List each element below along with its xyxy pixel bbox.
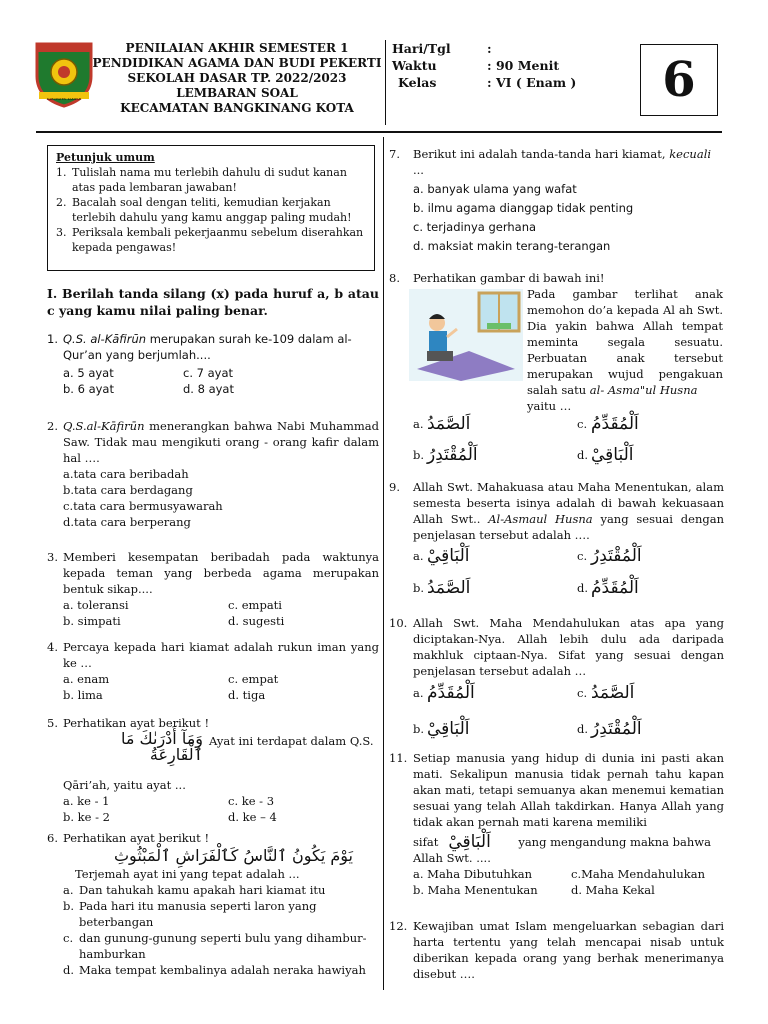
grade-box: 6 [640, 44, 718, 116]
instruction-item: 2. Bacalah soal dengan teliti, kemudian kerjakan terlebih dahulu yang kamu anggap paling mudah! [56, 196, 352, 224]
sheet-title: LEMBARAN SOAL [176, 86, 298, 100]
info-row: Waktu : 90 Menit [392, 58, 560, 73]
question-3: 3. Memberi kesempatan beribadah pada waktunya kepada teman yang berbeda agama merupakan bentuk sikap.... a. toleransi c. empati b. simpati d. sugesti [47, 550, 379, 628]
q9-options: a. اَلْبَاقِيْ c. اَلْمُقْتَدِرُ b. اَلصَّمَدُ d. اَلْمُقَدِّمُ [413, 546, 642, 598]
header-titles [92, 41, 382, 116]
question-7: 7. Berikut ini adalah tanda-tanda hari kiamat, kecuali ... a. banyak ulama yang wafat b. ilmu agama dianggap tidak penting c. terjadinya gerhana d. maksiat makin terang-terangan [389, 147, 712, 253]
column-divider [383, 137, 384, 990]
instruction-item: 1. Tulislah nama mu terlebih dahulu di sudut kanan atas pada lembaran jawaban! [56, 166, 347, 194]
instructions-box [47, 145, 375, 271]
header-divider [385, 40, 386, 125]
instructions-title: Petunjuk umum [56, 151, 155, 164]
q8-options: a. اَلصَّمَدُ c. اَلْمُقَدِّمُ b. اَلْمُقْتَدِرُ d. اَلْبَاقِيْ [413, 414, 639, 465]
section-heading: I. Berilah tanda silang (x) pada huruf a, b atau c yang kamu nilai paling benar. [47, 286, 379, 318]
exam-title: PENILAIAN AKHIR SEMESTER 1 [125, 41, 349, 55]
info-row: Kelas : VI ( Enam ) [398, 75, 577, 90]
praying-child-image [409, 289, 523, 381]
question-1: 1. Q.S. al-Kāfirūn merupakan surah ke-109 dalam al-Qur’an yang berjumlah.... a. 5 ayat c. 7 ayat b. 6 ayat d. 8 ayat [47, 332, 352, 396]
info-block [392, 40, 592, 91]
district-title: KECAMATAN BANGKINANG KOTA [120, 101, 354, 115]
q5-arabic: وَمَآ أَدْرَىٰكَ مَا ٱلْقَارِعَةُ [120, 729, 203, 764]
q6-arabic: يَوْمَ يَكُونُ ٱلنَّاسُ كَٱلْفَرَاشِ ٱلْمَبْثُوثِ [113, 846, 353, 865]
q8-paragraph: Pada gambar terlihat anak memohon do’a kepada Al ah Swt. Dia yakin bahwa Allah tempat meminta segala sesuatu. Perbuatan anak tersebut merupakan wujud pengakuan salah satu al- Asma"ul Husna yaitu … [527, 287, 723, 413]
q11-arabic: اَلْبَاقِيْ [448, 832, 491, 852]
question-2: 2. Q.S.al-Kāfirūn menerangkan bahwa Nabi Muhammad Saw. Tidak mau mengikuti orang - orang kafir dalam hal …. a.tata cara beribadah b.tata cara berdagang c.tata cara bermusyawarah d.tata cara berperang [47, 419, 379, 529]
question-11: 11. Setiap manusia yang hidup di dunia ini pasti akan mati. Sekalipun manusia tidak pernah tahu kapan akan mati, tetapi semuanya akan menemui kematian sesuai yang telah Allah takdirkan. Hanya Allah yang tidak akan pernah mati karena memiliki sifat اَلْبَاقِيْ yang mengandung makna bahwa Allah Swt. .... a. Maha Dibutuhkan c.Maha Mendahulukan b. Maha Menentukan d. Maha Kekal [389, 751, 724, 897]
question-6: 6. Perhatikan ayat berikut ! يَوْمَ يَكُونُ ٱلنَّاسُ كَٱلْفَرَاشِ ٱلْمَبْثُوثِ Terjemah ayat ini yang tepat adalah ... a. Dan tahukah kamu apakah hari kiamat itu b. Pada hari itu manusia seperti laron yang beterbangan c. dan gunung-gunung seperti bulu yang dihambur-hamburkan d. Maka tempat kembalinya adalah neraka hawiyah [47, 831, 367, 977]
question-9: 9. Allah Swt. Mahakuasa atau Maha Menentukan, alam semesta beserta isinya adalah di bawah kekuasaan Allah Swt.. Al-Asmaul Husna yang sesuai dengan penjelasan tersebut adalah …. [389, 480, 724, 542]
school-title: SEKOLAH DASAR TP. 2022/2023 [127, 71, 347, 85]
instruction-item: 3. Periksala kembali pekerjaanmu sebelum diserahkan kepada pengawas! [56, 226, 364, 254]
question-12: 12. Kewajiban umat Islam mengeluarkan sebagian dari harta tertentu yang telah mencapai nisab untuk diberikan kepada orang yang berhak menerimanya disebut …. [389, 919, 724, 981]
info-row: Hari/Tgl : [392, 41, 492, 56]
question-8: 8. Perhatikan gambar di bawah ini! [389, 271, 605, 285]
question-4: 4. Percaya kepada hari kiamat adalah rukun iman yang ke … a. enam c. empat b. lima d. tiga [47, 640, 379, 702]
logo-caption: KABUPATEN KAMPAR [46, 97, 82, 101]
q10-options: a. اَلْمُقَدِّمُ c. اَلصَّمَدُ b. اَلْبَاقِيْ d. اَلْمُقْتَدِرُ [413, 683, 642, 739]
question-5: 5. Perhatikan ayat berikut ! وَمَآ أَدْرَىٰكَ مَا ٱلْقَارِعَةُ Ayat ini terdapat dalam Q.S. Qāri’ah, yaitu ayat ... a. ke - 1 c. ke - 3 b. ke - 2 d. ke – 4 [47, 716, 374, 824]
header-rule [36, 131, 722, 133]
question-10: 10. Allah Swt. Maha Mendahulukan atas apa yang diciptakan-Nya. Allah lebih dulu ada daripada makhluk ciptaan-Nya. Sifat yang sesuai dengan penjelasan tersebut adalah … [389, 616, 724, 678]
subject-title: PENDIDIKAN AGAMA DAN BUDI PEKERTI [92, 56, 382, 70]
